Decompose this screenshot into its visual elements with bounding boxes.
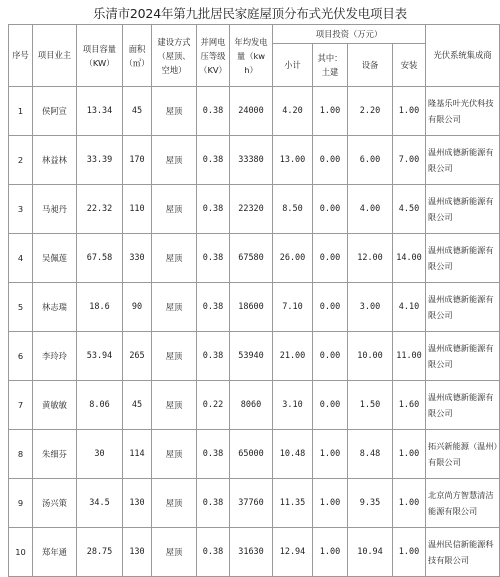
cell-install: 1.00 bbox=[393, 528, 426, 577]
cell-civil: 1.00 bbox=[313, 430, 348, 479]
cell-equipment: 9.35 bbox=[348, 479, 393, 528]
cell-capacity: 28.75 bbox=[77, 528, 123, 577]
table-row bbox=[9, 283, 500, 332]
cell-capacity: 18.6 bbox=[77, 283, 123, 332]
cell-area: 330 bbox=[123, 234, 152, 283]
page-title: 乐清市2024年第九批居民家庭屋顶分布式光伏发电项目表 bbox=[93, 6, 407, 21]
cell-owner: 林益林 bbox=[33, 136, 77, 185]
cell-capacity: 67.58 bbox=[77, 234, 123, 283]
cell-capacity: 13.34 bbox=[77, 87, 123, 136]
cell-install: 1.60 bbox=[393, 381, 426, 430]
cell-voltage: 0.38 bbox=[197, 185, 230, 234]
cell-voltage: 0.22 bbox=[197, 381, 230, 430]
header-seq: 序号 bbox=[9, 25, 33, 87]
cell-seq: 8 bbox=[9, 430, 33, 479]
cell-annual: 67580 bbox=[230, 234, 273, 283]
cell-capacity: 33.39 bbox=[77, 136, 123, 185]
cell-area: 130 bbox=[123, 479, 152, 528]
cell-subtotal: 7.10 bbox=[273, 283, 313, 332]
cell-voltage: 0.38 bbox=[197, 283, 230, 332]
cell-subtotal: 21.00 bbox=[273, 332, 313, 381]
cell-annual: 18600 bbox=[230, 283, 273, 332]
header-build-method: 建设方式 （屋顶、 空地） bbox=[152, 25, 197, 87]
cell-voltage: 0.38 bbox=[197, 479, 230, 528]
cell-owner: 林志瑞 bbox=[33, 283, 77, 332]
cell-annual: 53940 bbox=[230, 332, 273, 381]
cell-area: 130 bbox=[123, 528, 152, 577]
table-row bbox=[9, 479, 500, 528]
header-voltage: 并网电 压等级 （KV） bbox=[197, 25, 230, 87]
cell-annual: 37760 bbox=[230, 479, 273, 528]
cell-vendor: 温州民信新能源科技有限公司 bbox=[426, 528, 500, 577]
cell-subtotal: 11.35 bbox=[273, 479, 313, 528]
cell-seq: 1 bbox=[9, 87, 33, 136]
cell-civil: 1.00 bbox=[313, 479, 348, 528]
cell-civil: 1.00 bbox=[313, 87, 348, 136]
cell-build: 屋顶 bbox=[152, 283, 197, 332]
cell-build: 屋顶 bbox=[152, 528, 197, 577]
cell-build: 屋顶 bbox=[152, 87, 197, 136]
cell-capacity: 8.06 bbox=[77, 381, 123, 430]
cell-subtotal: 13.00 bbox=[273, 136, 313, 185]
cell-civil: 0.00 bbox=[313, 185, 348, 234]
cell-owner: 汤兴策 bbox=[33, 479, 77, 528]
cell-vendor: 温州成德新能源有限公司 bbox=[426, 234, 500, 283]
table-row bbox=[9, 528, 500, 577]
cell-equipment: 2.20 bbox=[348, 87, 393, 136]
cell-install: 4.10 bbox=[393, 283, 426, 332]
cell-seq: 9 bbox=[9, 479, 33, 528]
cell-annual: 24000 bbox=[230, 87, 273, 136]
cell-annual: 33380 bbox=[230, 136, 273, 185]
cell-build: 屋顶 bbox=[152, 381, 197, 430]
cell-voltage: 0.38 bbox=[197, 528, 230, 577]
cell-seq: 6 bbox=[9, 332, 33, 381]
cell-install: 1.00 bbox=[393, 479, 426, 528]
cell-subtotal: 8.50 bbox=[273, 185, 313, 234]
cell-equipment: 3.00 bbox=[348, 283, 393, 332]
cell-voltage: 0.38 bbox=[197, 430, 230, 479]
cell-subtotal: 4.20 bbox=[273, 87, 313, 136]
cell-owner: 马昶丹 bbox=[33, 185, 77, 234]
cell-install: 1.00 bbox=[393, 430, 426, 479]
cell-build: 屋顶 bbox=[152, 479, 197, 528]
cell-voltage: 0.38 bbox=[197, 234, 230, 283]
cell-annual: 8060 bbox=[230, 381, 273, 430]
cell-annual: 22320 bbox=[230, 185, 273, 234]
cell-vendor: 温州成德新能源有限公司 bbox=[426, 283, 500, 332]
cell-equipment: 4.00 bbox=[348, 185, 393, 234]
header-investment: 项目投资（万元） bbox=[273, 25, 426, 44]
cell-equipment: 10.00 bbox=[348, 332, 393, 381]
cell-civil: 0.00 bbox=[313, 332, 348, 381]
cell-seq: 2 bbox=[9, 136, 33, 185]
header-area: 面积 （㎡） bbox=[123, 25, 152, 87]
cell-subtotal: 26.00 bbox=[273, 234, 313, 283]
cell-subtotal: 10.48 bbox=[273, 430, 313, 479]
cell-equipment: 10.94 bbox=[348, 528, 393, 577]
header-annual-generation: 年均发电 量（kw h） bbox=[230, 25, 273, 87]
cell-area: 114 bbox=[123, 430, 152, 479]
table-row bbox=[9, 136, 500, 185]
cell-install: 11.00 bbox=[393, 332, 426, 381]
cell-civil: 0.00 bbox=[313, 234, 348, 283]
header-install: 安装 bbox=[393, 44, 426, 87]
cell-civil: 0.00 bbox=[313, 136, 348, 185]
cell-voltage: 0.38 bbox=[197, 332, 230, 381]
cell-subtotal: 12.94 bbox=[273, 528, 313, 577]
cell-equipment: 12.00 bbox=[348, 234, 393, 283]
cell-civil: 1.00 bbox=[313, 528, 348, 577]
cell-equipment: 1.50 bbox=[348, 381, 393, 430]
cell-build: 屋顶 bbox=[152, 234, 197, 283]
cell-capacity: 30 bbox=[77, 430, 123, 479]
cell-area: 45 bbox=[123, 87, 152, 136]
cell-capacity: 53.94 bbox=[77, 332, 123, 381]
cell-seq: 7 bbox=[9, 381, 33, 430]
cell-annual: 65000 bbox=[230, 430, 273, 479]
cell-install: 1.00 bbox=[393, 87, 426, 136]
cell-vendor: 温州成德新能源有限公司 bbox=[426, 185, 500, 234]
cell-area: 90 bbox=[123, 283, 152, 332]
cell-capacity: 22.32 bbox=[77, 185, 123, 234]
header-vendor: 光伏系统集成商 bbox=[426, 25, 500, 87]
cell-install: 4.50 bbox=[393, 185, 426, 234]
header-owner: 项目业主 bbox=[33, 25, 77, 87]
cell-civil: 0.00 bbox=[313, 283, 348, 332]
cell-build: 屋顶 bbox=[152, 430, 197, 479]
project-table bbox=[8, 24, 500, 577]
cell-area: 45 bbox=[123, 381, 152, 430]
cell-equipment: 6.00 bbox=[348, 136, 393, 185]
cell-vendor: 温州成德新能源有限公司 bbox=[426, 332, 500, 381]
cell-install: 7.00 bbox=[393, 136, 426, 185]
cell-build: 屋顶 bbox=[152, 136, 197, 185]
cell-vendor: 温州成德新能源有限公司 bbox=[426, 381, 500, 430]
cell-seq: 3 bbox=[9, 185, 33, 234]
cell-capacity: 34.5 bbox=[77, 479, 123, 528]
cell-subtotal: 3.10 bbox=[273, 381, 313, 430]
cell-voltage: 0.38 bbox=[197, 87, 230, 136]
cell-owner: 李玲玲 bbox=[33, 332, 77, 381]
cell-seq: 5 bbox=[9, 283, 33, 332]
cell-install: 14.00 bbox=[393, 234, 426, 283]
cell-equipment: 8.48 bbox=[348, 430, 393, 479]
table-row bbox=[9, 430, 500, 479]
header-subtotal: 小计 bbox=[273, 44, 313, 87]
cell-area: 170 bbox=[123, 136, 152, 185]
cell-area: 265 bbox=[123, 332, 152, 381]
table-row bbox=[9, 185, 500, 234]
cell-voltage: 0.38 bbox=[197, 136, 230, 185]
cell-owner: 郑年通 bbox=[33, 528, 77, 577]
header-capacity: 项目容量 （KW） bbox=[77, 25, 123, 87]
cell-owner: 黄敏敏 bbox=[33, 381, 77, 430]
table-row bbox=[9, 332, 500, 381]
cell-build: 屋顶 bbox=[152, 185, 197, 234]
cell-annual: 31630 bbox=[230, 528, 273, 577]
header-civil: 其中： 土建 bbox=[313, 44, 348, 87]
table-row bbox=[9, 381, 500, 430]
cell-seq: 4 bbox=[9, 234, 33, 283]
cell-vendor: 隆基乐叶光伏科技有限公司 bbox=[426, 87, 500, 136]
cell-area: 110 bbox=[123, 185, 152, 234]
header-equipment: 设备 bbox=[348, 44, 393, 87]
cell-owner: 朱细芬 bbox=[33, 430, 77, 479]
cell-vendor: 北京尚方智慧清洁能源有限公司 bbox=[426, 479, 500, 528]
cell-civil: 0.00 bbox=[313, 381, 348, 430]
table-row bbox=[9, 87, 500, 136]
cell-owner: 吴佩莲 bbox=[33, 234, 77, 283]
cell-owner: 侯阿宣 bbox=[33, 87, 77, 136]
cell-vendor: 温州成德新能源有限公司 bbox=[426, 136, 500, 185]
table-row bbox=[9, 234, 500, 283]
cell-build: 屋顶 bbox=[152, 332, 197, 381]
cell-vendor: 拓兴新能源（温州）有限公司 bbox=[426, 430, 500, 479]
cell-seq: 10 bbox=[9, 528, 33, 577]
